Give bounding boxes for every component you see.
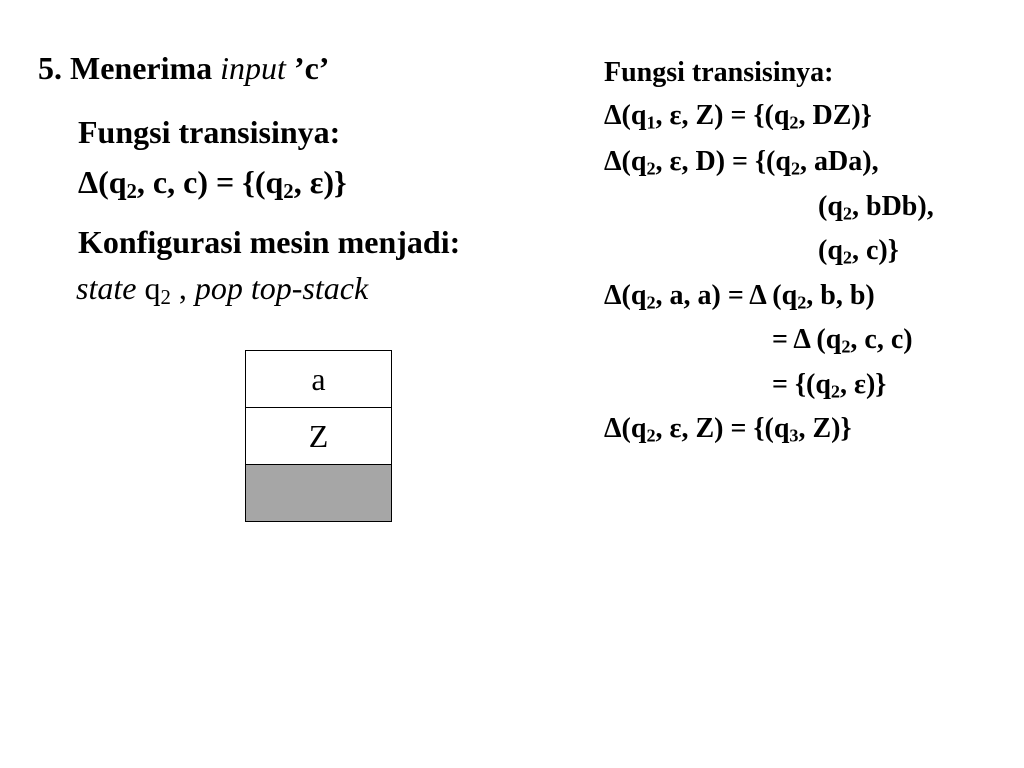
transition-line-2 xyxy=(604,146,879,178)
line-part: , ε, Z) = {(q xyxy=(655,413,790,444)
konfig-q-sub: 2 xyxy=(160,286,171,310)
konfig-pop: pop top-stack xyxy=(194,270,369,306)
line-sub: 2 xyxy=(646,158,656,179)
line-part: , c)} xyxy=(852,235,899,266)
line-part: Δ(q xyxy=(604,100,647,131)
line-part: , a, a) = Δ (q xyxy=(655,280,798,311)
fungsi-sub: 2 xyxy=(283,180,294,204)
line-part: (q xyxy=(818,191,843,222)
line-sub: 2 xyxy=(842,247,852,268)
right-title: Fungsi transisinya: xyxy=(604,57,834,88)
transition-line-3 xyxy=(818,191,934,223)
line-part: , ε, D) = {(q xyxy=(655,146,791,177)
line-part: , b, b) xyxy=(806,280,875,311)
transition-line-6 xyxy=(772,324,913,356)
step-heading-symbol: ’c’ xyxy=(285,50,330,86)
transition-line-7 xyxy=(772,369,886,401)
line-sub: 2 xyxy=(789,112,799,133)
line-part: Δ(q xyxy=(604,413,647,444)
line-sub: 2 xyxy=(790,158,801,179)
delta-symbol: Δ xyxy=(78,164,99,200)
line-part: = {(q xyxy=(772,369,831,400)
konfig-state: state xyxy=(76,270,137,306)
step-heading-text: 5. Menerima xyxy=(38,50,221,86)
konfig-label: Konfigurasi mesin menjadi: xyxy=(78,224,461,260)
stack-cell-bottom xyxy=(246,464,391,521)
line-part: Δ(q xyxy=(604,280,647,311)
konfig-q: q xyxy=(136,270,161,306)
line-part: , ε, Z) = {(q xyxy=(655,100,790,131)
fungsi-sub: 2 xyxy=(126,180,137,204)
step-heading xyxy=(38,50,329,87)
transition-line-1 xyxy=(604,100,872,132)
line-part: , bDb), xyxy=(852,191,934,222)
transition-line-4 xyxy=(818,235,899,267)
line-sub: 1 xyxy=(646,112,656,133)
fungsi-part: , c, c) = {(q xyxy=(136,164,284,200)
line-sub: 2 xyxy=(646,425,656,446)
stack-cell-top: a xyxy=(311,360,326,397)
line-part: = Δ (q xyxy=(772,324,842,355)
line-sub: 3 xyxy=(789,425,799,446)
line-part: , aDa), xyxy=(800,146,879,177)
line-part: , c, c) xyxy=(850,324,913,355)
fungsi-label: Fungsi transisinya: xyxy=(78,114,341,150)
line-sub: 2 xyxy=(830,381,840,402)
stack-cell-middle: Z xyxy=(246,407,391,464)
line-sub: 2 xyxy=(646,292,656,313)
line-sub: 2 xyxy=(797,292,807,313)
fungsi-part: , ε)} xyxy=(293,164,347,200)
line-sub: 2 xyxy=(841,336,851,357)
line-part: Δ(q xyxy=(604,146,647,177)
line-sub: 2 xyxy=(842,203,852,224)
fungsi-part: (q xyxy=(98,164,127,200)
konfig-detail xyxy=(76,270,369,310)
fungsi-transition xyxy=(78,164,347,204)
line-part: , Z)} xyxy=(798,413,852,444)
konfig-mid: , xyxy=(170,270,195,306)
line-part: , ε)} xyxy=(839,369,887,400)
step-heading-italic: input xyxy=(220,50,286,86)
line-part: (q xyxy=(818,235,843,266)
transition-line-5 xyxy=(604,280,875,312)
stack-diagram xyxy=(245,350,392,522)
transition-line-8 xyxy=(604,413,852,445)
line-part: , DZ)} xyxy=(798,100,872,131)
